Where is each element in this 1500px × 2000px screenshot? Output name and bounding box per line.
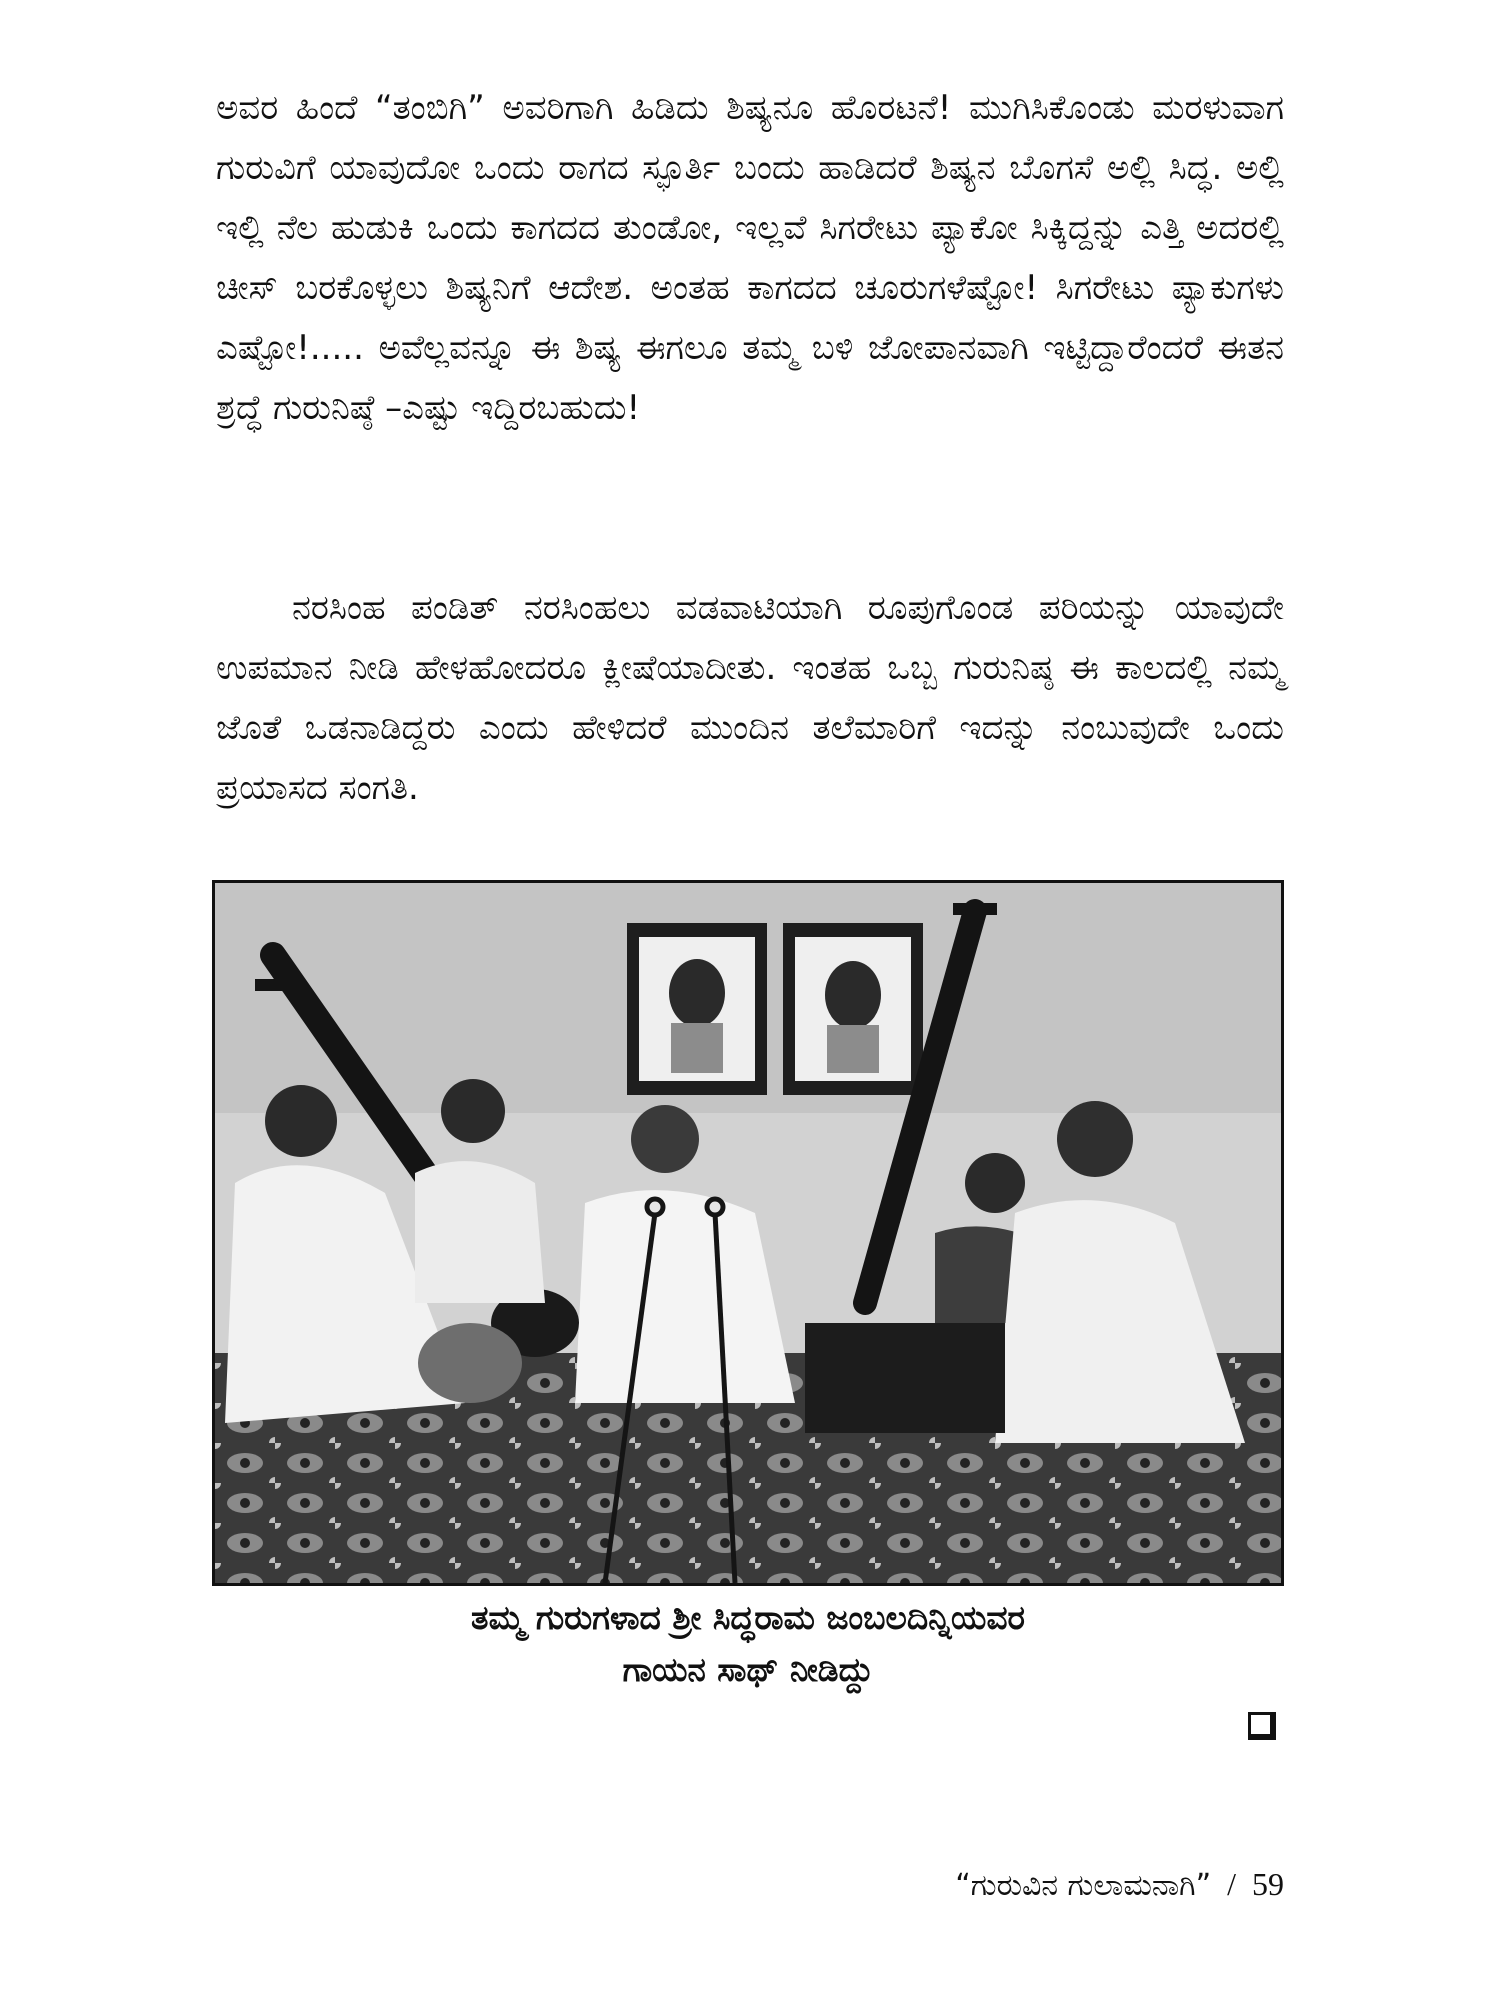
page-number: 59 xyxy=(1252,1866,1284,1902)
page-footer xyxy=(700,1864,1284,1906)
photo-caption-line-2: ಗಾಯನ ಸಾಥ್ ನೀಡಿದ್ದು xyxy=(622,1650,874,1689)
portrait-frame-right xyxy=(783,923,923,1095)
portrait-frame-left xyxy=(627,923,767,1095)
harmonium xyxy=(805,1323,1005,1433)
section-end-box-icon xyxy=(1248,1712,1276,1740)
footer-separator: / xyxy=(1227,1866,1236,1902)
tabla xyxy=(418,1323,522,1403)
running-title: “ಗುರುವಿನ ಗುಲಾಮನಾಗಿ” xyxy=(955,1868,1212,1903)
paragraph-1: ಅವರ ಹಿಂದೆ “ತಂಬಿಗಿ” ಅವರಿಗಾಗಿ ಹಿಡಿದು ಶಿಷ್ಯನೂ ಹೊರಟನೆ! ಮುಗಿಸಿಕೊಂಡು ಮರಳುವಾಗ ಗುರುವಿಗೆ ಯಾವುದೋ ಒಂದು ರಾಗದ ಸ್ಫೂರ್ತಿ ಬಂದು ಹಾಡಿದರೆ ಶಿಷ್ಯನ ಬೊಗಸೆ ಅಲ್ಲಿ ಸಿದ್ಧ. ಅಲ್ಲಿ ಇಲ್ಲಿ ನೆಲ ಹುಡುಕಿ ಒಂದು ಕಾಗದದ ತುಂಡೋ, ಇಲ್ಲವೆ ಸಿಗರೇಟು ಪ್ಯಾಕೋ ಸಿಕ್ಕಿದ್ದನ್ನು ಎತ್ತಿ ಅದರಲ್ಲಿ ಚೀಸ್ ಬರಕೊಳ್ಳಲು ಶಿಷ್ಯನಿಗೆ ಆದೇಶ. ಅಂತಹ ಕಾಗದದ ಚೂರುಗಳೆಷ್ಟೋ! ಸಿಗರೇಟು ಪ್ಯಾಕುಗಳು ಎಷ್ಟೋ!..... ಅವೆಲ್ಲವನ್ನೂ ಈ ಶಿಷ್ಯ ಈಗಲೂ ತಮ್ಮ ಬಳಿ ಜೋಪಾನವಾಗಿ ಇಟ್ಟಿದ್ದಾರೆಂದರೆ ಈತನ ಶ್ರದ್ಧೆ ಗುರುನಿಷ್ಠೆ –ಎಷ್ಟು ಇದ್ದಿರಬಹುದು! xyxy=(216,88,1284,428)
photo-caption-line-1: ತಮ್ಮ ಗುರುಗಳಾದ ಶ್ರೀ ಸಿದ್ಧರಾಮ ಜಂಬಲದಿನ್ನಿಯವರ xyxy=(470,1598,1026,1637)
performance-photograph xyxy=(212,880,1284,1586)
paragraph-2: ನರಸಿಂಹ ಪಂಡಿತ್ ನರಸಿಂಹಲು ವಡವಾಟಿಯಾಗಿ ರೂಪುಗೊಂಡ ಪರಿಯನ್ನು ಯಾವುದೇ ಉಪಮಾನ ನೀಡಿ ಹೇಳಹೋದರೂ ಕ್ಲೀಷೆಯಾದೀತು. ಇಂತಹ ಒಬ್ಬ ಗುರುನಿಷ್ಠ ಈ ಕಾಲದಲ್ಲಿ ನಮ್ಮ ಜೊತೆ ಒಡನಾಡಿದ್ದರು ಎಂದು ಹೇಳಿದರೆ ಮುಂದಿನ ತಲೆಮಾರಿಗೆ ಇದನ್ನು ನಂಬುವುದೇ ಒಂದು ಪ್ರಯಾಸದ ಸಂಗತಿ. xyxy=(216,588,1284,808)
photo-illustration xyxy=(215,883,1281,1583)
